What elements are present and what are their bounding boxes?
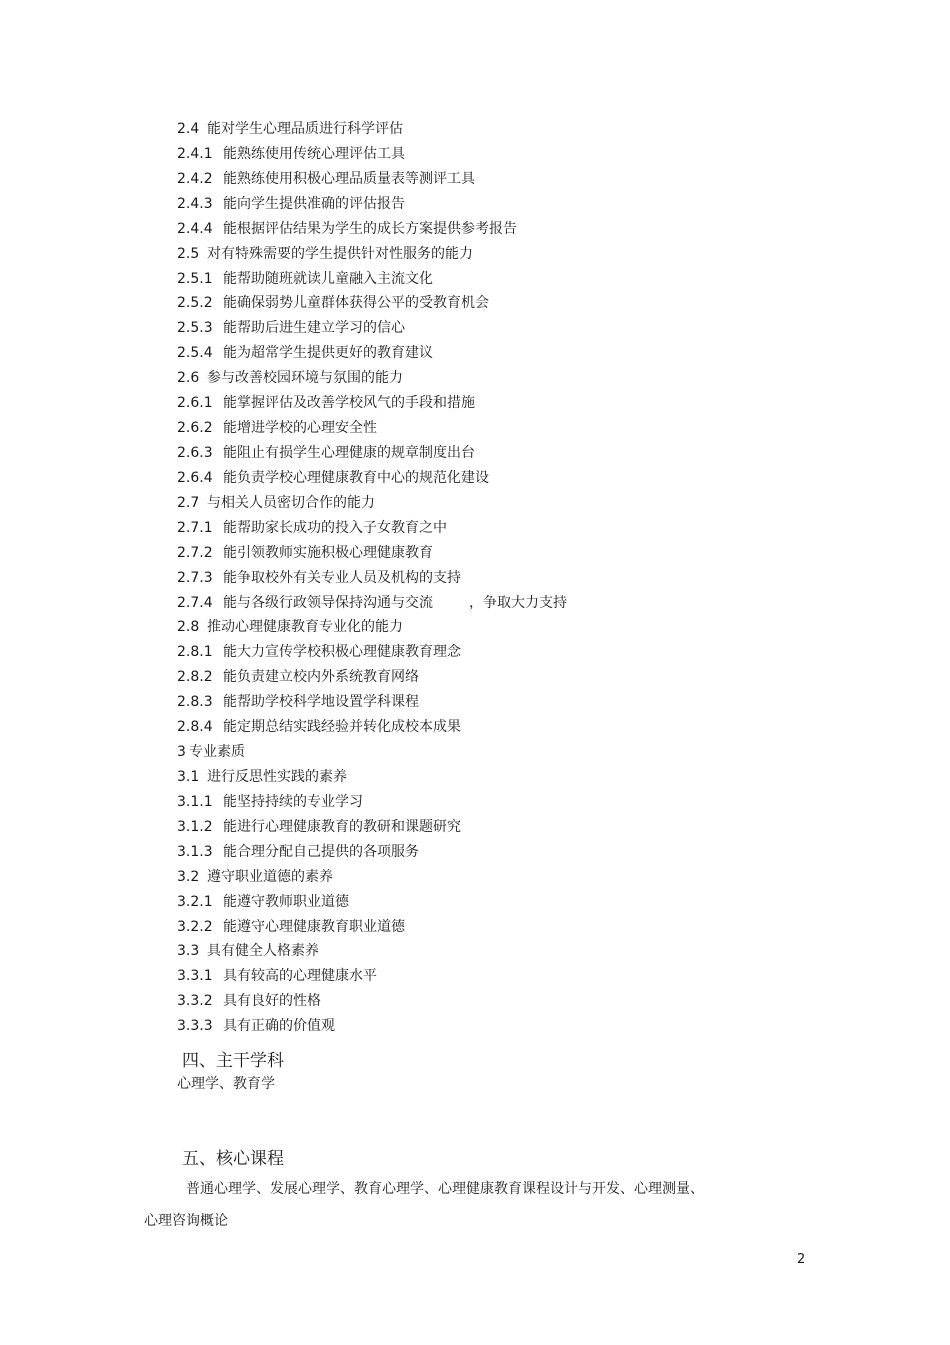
- outline-item: [177, 740, 567, 765]
- outline-item-text: 能增进学校的心理安全性: [223, 420, 377, 437]
- section-4-heading: 四、主干学科: [182, 1051, 284, 1071]
- outline-item: [177, 665, 567, 690]
- outline-item: [177, 765, 567, 790]
- outline-item-number: 2.4: [177, 121, 200, 137]
- outline-item-text: 能负责建立校内外系统教育网络: [223, 669, 419, 686]
- outline-item-text: 能掌握评估及改善学校风气的手段和措施: [223, 395, 475, 412]
- outline-item-text: 具有健全人格素养: [207, 943, 319, 960]
- outline-item-number: 3.3: [177, 943, 200, 960]
- outline-item: [177, 591, 567, 616]
- outline-item: [177, 491, 567, 516]
- outline-item-text: 推动心理健康教育专业化的能力: [207, 619, 403, 636]
- outline-item-number: 2.4.1: [177, 145, 213, 162]
- outline-item: [177, 217, 567, 242]
- outline-item-number: 3.2.1: [177, 893, 213, 910]
- outline-item: [177, 117, 567, 142]
- outline-item-text: 能对学生心理品质进行科学评估: [207, 121, 403, 137]
- outline-item-text: 能遵守教师职业道德: [223, 893, 349, 910]
- outline-item-number: 2.8.2: [177, 669, 213, 686]
- outline-item: [177, 1014, 567, 1039]
- outline-item-number: 2.8: [177, 619, 200, 636]
- outline-item-text: 具有良好的性格: [223, 993, 321, 1010]
- outline-item-number: 3.2.2: [177, 918, 213, 935]
- outline-item: [177, 142, 567, 167]
- page-number: 2: [797, 1252, 806, 1267]
- outline-item-number: 2.5.4: [177, 345, 213, 362]
- outline-item-text: 能引领教师实施积极心理健康教育: [223, 544, 433, 561]
- outline-item: [177, 865, 567, 890]
- outline-item-number: 3.1.3: [177, 843, 213, 860]
- outline-item: [177, 566, 567, 591]
- outline-item-number: 3.2: [177, 868, 200, 885]
- outline-item-text: 能根据评估结果为学生的成长方案提供参考报告: [223, 220, 517, 237]
- outline-item: [177, 466, 567, 491]
- outline-item-text: 能坚持持续的专业学习: [223, 793, 363, 810]
- outline-item-text: 能大力宣传学校积极心理健康教育理念: [223, 644, 461, 661]
- outline-item-text: 能与各级行政领导保持沟通与交流: [223, 594, 433, 611]
- outline-item-text: 能熟练使用传统心理评估工具: [223, 145, 405, 162]
- outline-item-number: 3.3.3: [177, 1018, 213, 1035]
- outline-item-number: 2.8.1: [177, 644, 213, 661]
- outline-item-number: 2.7: [177, 494, 200, 511]
- outline-item-text: 能遵守心理健康教育职业道德: [223, 918, 405, 935]
- outline-item-number: 2.5.2: [177, 295, 213, 312]
- outline-item: [177, 790, 567, 815]
- outline-item-text: 具有正确的价值观: [223, 1018, 335, 1035]
- outline-item-number: 3.3.1: [177, 968, 213, 985]
- outline-item-text: 专业素质: [189, 744, 245, 761]
- section-4-body: 心理学、教育学: [177, 1076, 275, 1092]
- outline-item: [177, 715, 567, 740]
- outline-item-text: 能向学生提供准确的评估报告: [223, 195, 405, 212]
- outline-item-number: 2.4.3: [177, 195, 213, 212]
- outline-item: [177, 915, 567, 940]
- outline-item: [177, 416, 567, 441]
- outline-item-number: 2.8.4: [177, 719, 213, 736]
- outline-item: [177, 939, 567, 964]
- outline-item-text-continuation: ，争取大力支持: [469, 594, 567, 611]
- outline-item: [177, 316, 567, 341]
- outline-item-number: 3.1.1: [177, 793, 213, 810]
- outline-item-text: 具有较高的心理健康水平: [223, 968, 377, 985]
- outline-item-number: 2.5.1: [177, 270, 213, 287]
- outline-item-text: 能确保弱势儿童群体获得公平的受教育机会: [223, 295, 489, 312]
- outline-item-text: 能帮助后进生建立学习的信心: [223, 320, 405, 337]
- outline-item: [177, 167, 567, 192]
- outline-item-text: 能争取校外有关专业人员及机构的支持: [223, 569, 461, 586]
- outline-item-text: 与相关人员密切合作的能力: [207, 494, 375, 511]
- section-5-body-line2: 心理咨询概论: [144, 1213, 228, 1229]
- outline-item: [177, 267, 567, 292]
- outline-list: [177, 117, 567, 1039]
- outline-item: [177, 242, 567, 267]
- outline-item-number: 2.6.3: [177, 444, 213, 461]
- outline-item-number: 2.8.3: [177, 694, 213, 711]
- outline-item: [177, 989, 567, 1014]
- outline-item: [177, 192, 567, 217]
- outline-item-number: 2.6.2: [177, 420, 213, 437]
- outline-item-number: 3: [177, 744, 186, 761]
- outline-item-number: 2.6: [177, 370, 200, 387]
- outline-item-number: 3.3.2: [177, 993, 213, 1010]
- outline-item-number: 2.7.1: [177, 519, 213, 536]
- outline-item-text: 能帮助学校科学地设置学科课程: [223, 694, 419, 711]
- outline-item: [177, 815, 567, 840]
- outline-item: [177, 441, 567, 466]
- outline-item: [177, 840, 567, 865]
- outline-item-text: 能负责学校心理健康教育中心的规范化建设: [223, 469, 489, 486]
- outline-item-text: 能帮助随班就读儿童融入主流文化: [223, 270, 433, 287]
- outline-item: [177, 516, 567, 541]
- outline-item-text: 遵守职业道德的素养: [207, 868, 333, 885]
- outline-item-text: 能阻止有损学生心理健康的规章制度出台: [223, 444, 475, 461]
- section-5-heading: 五、核心课程: [182, 1149, 284, 1169]
- outline-item: [177, 291, 567, 316]
- outline-item-text: 能帮助家长成功的投入子女教育之中: [223, 519, 447, 536]
- outline-item-text: 能定期总结实践经验并转化成校本成果: [223, 719, 461, 736]
- outline-item: [177, 341, 567, 366]
- outline-item-text: 能熟练使用积极心理品质量表等测评工具: [223, 170, 475, 187]
- outline-item: [177, 964, 567, 989]
- section-5-body-line1: 普通心理学、发展心理学、教育心理学、心理健康教育课程设计与开发、心理测量、: [186, 1181, 704, 1197]
- outline-item-number: 2.6.1: [177, 395, 213, 412]
- outline-item-number: 2.4.4: [177, 220, 213, 237]
- outline-item: [177, 640, 567, 665]
- outline-item-text: 能进行心理健康教育的教研和课题研究: [223, 818, 461, 835]
- outline-item: [177, 541, 567, 566]
- outline-item-number: 2.5: [177, 245, 200, 262]
- outline-item-number: 2.7.2: [177, 544, 213, 561]
- outline-item-text: 对有特殊需要的学生提供针对性服务的能力: [207, 245, 473, 262]
- outline-item-number: 2.7.3: [177, 569, 213, 586]
- outline-item-text: 能合理分配自己提供的各项服务: [223, 843, 419, 860]
- outline-item-text: 能为超常学生提供更好的教育建议: [223, 345, 433, 362]
- outline-item-number: 2.4.2: [177, 170, 213, 187]
- outline-item-number: 2.6.4: [177, 469, 213, 486]
- outline-item: [177, 366, 567, 391]
- outline-item: [177, 615, 567, 640]
- outline-item-number: 3.1: [177, 768, 200, 785]
- outline-item: [177, 690, 567, 715]
- outline-item: [177, 890, 567, 915]
- outline-item: [177, 391, 567, 416]
- outline-item-number: 2.7.4: [177, 594, 213, 611]
- outline-item-text: 进行反思性实践的素养: [207, 768, 347, 785]
- outline-item-number: 3.1.2: [177, 818, 213, 835]
- outline-item-text: 参与改善校园环境与氛围的能力: [207, 370, 403, 387]
- outline-item-number: 2.5.3: [177, 320, 213, 337]
